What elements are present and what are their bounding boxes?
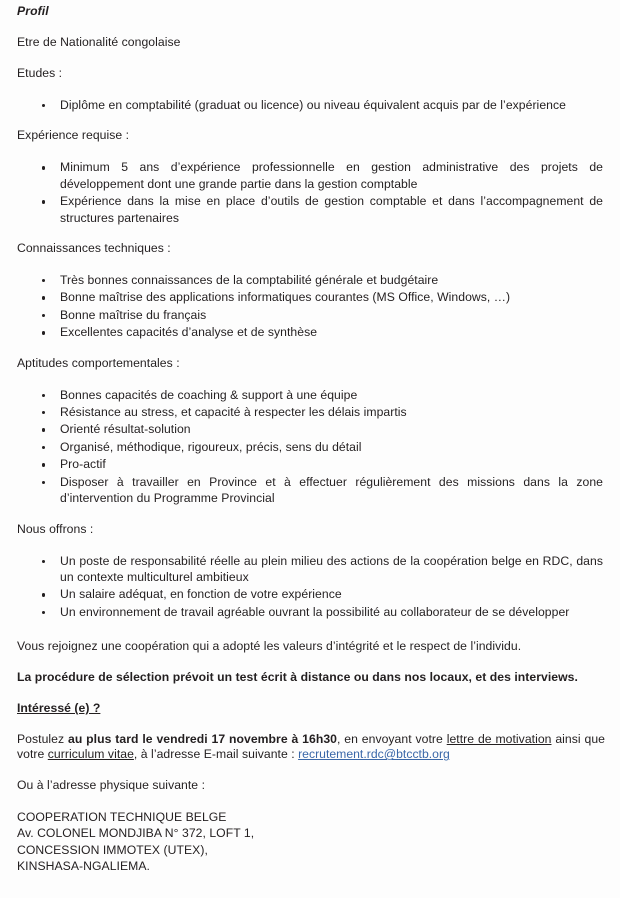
list-item: Un environnement de travail agréable ouvrant la possibilité au collaborateur de se développer bbox=[17, 604, 605, 620]
document-body bbox=[17, 4, 605, 874]
address-line: Av. COLONEL MONDJIBA N° 372, LOFT 1, bbox=[17, 826, 255, 841]
list-item: Excellentes capacités d’analyse et de synthèse bbox=[17, 324, 605, 340]
apply-mid-3: , à l’adresse E-mail suivante : bbox=[133, 747, 299, 762]
list-item: Orienté résultat-solution bbox=[17, 421, 605, 437]
list-item: Résistance au stress, et capacité à respecter les délais impartis bbox=[17, 404, 605, 420]
nationality-line: Etre de Nationalité congolaise bbox=[17, 35, 181, 49]
recruitment-email-link[interactable]: recrutement.rdc@btcctb.org bbox=[298, 747, 450, 762]
aptitudes-list bbox=[17, 387, 605, 507]
etudes-label: Etudes : bbox=[17, 66, 63, 80]
experience-list bbox=[17, 159, 605, 226]
experience-label: Expérience requise : bbox=[17, 128, 130, 143]
list-item: Un poste de responsabilité réelle au plein milieu des actions de la coopération belge en RDC, dans un contexte multiculturel ambitieux bbox=[17, 553, 605, 586]
section-title-profil: Profil bbox=[17, 4, 49, 18]
address-line: CONCESSION IMMOTEX (UTEX), bbox=[17, 842, 208, 857]
list-item: Bonne maîtrise du français bbox=[17, 307, 605, 323]
list-item: Organisé, méthodique, rigoureux, précis, sens du détail bbox=[17, 439, 605, 455]
address-line: KINSHASA-NGALIEMA. bbox=[17, 858, 150, 873]
list-item: Bonne maîtrise des applications informatiques courantes (MS Office, Windows, …) bbox=[17, 289, 605, 305]
list-item: Pro-actif bbox=[17, 456, 605, 472]
interested-heading-text: Intéressé (e) ? bbox=[17, 701, 101, 716]
list-item: Un salaire adéquat, en fonction de votre expérience bbox=[17, 586, 605, 602]
postal-address-block bbox=[17, 809, 605, 874]
interested-heading bbox=[17, 701, 605, 716]
list-item: Bonnes capacités de coaching & support à une équipe bbox=[17, 387, 605, 403]
apply-deadline: au plus tard le vendredi 17 novembre à 16h30 bbox=[68, 732, 337, 747]
apply-mid-1: , en envoyant votre bbox=[337, 732, 447, 747]
apply-instructions bbox=[17, 732, 605, 762]
list-item: Disposer à travailler en Province et à effectuer régulièrement des missions dans la zone d’intervention du Programme Provincial bbox=[17, 474, 605, 507]
list-item: Minimum 5 ans d’expérience professionnelle en gestion administrative des projets de développement dont une grande partie dans la gestion comptable bbox=[17, 159, 605, 192]
selection-procedure-line: La procédure de sélection prévoit un test écrit à distance ou dans nos locaux, et des interviews. bbox=[17, 670, 578, 685]
address-line: COOPERATION TECHNIQUE BELGE bbox=[17, 810, 227, 825]
list-item: Très bonnes connaissances de la comptabilité générale et budgétaire bbox=[17, 272, 605, 288]
apply-doc-cv: curriculum vitae bbox=[47, 747, 134, 762]
apply-lead: Postulez bbox=[17, 732, 68, 747]
aptitudes-label: Aptitudes comportementales : bbox=[17, 355, 180, 370]
physical-address-label: Ou à l’adresse physique suivante : bbox=[17, 778, 206, 793]
offrons-list bbox=[17, 553, 605, 621]
list-item: Expérience dans la mise en place d’outils de gestion comptable et dans l’accompagnement de structures partenaires bbox=[17, 193, 605, 226]
etudes-list bbox=[17, 97, 605, 113]
apply-doc-motivation: lettre de motivation bbox=[446, 732, 552, 747]
offrons-label: Nous offrons : bbox=[17, 521, 94, 536]
connaissances-list bbox=[17, 272, 605, 341]
apply-mid-2: ainsi que votre bbox=[17, 732, 605, 762]
connaissances-label: Connaissances techniques : bbox=[17, 241, 171, 256]
values-line: Vous rejoignez une coopération qui a adopté les valeurs d’intégrité et le respect de l’individu. bbox=[17, 639, 522, 654]
list-item: Diplôme en comptabilité (graduat ou licence) ou niveau équivalent acquis par de l’expérience bbox=[17, 97, 605, 113]
